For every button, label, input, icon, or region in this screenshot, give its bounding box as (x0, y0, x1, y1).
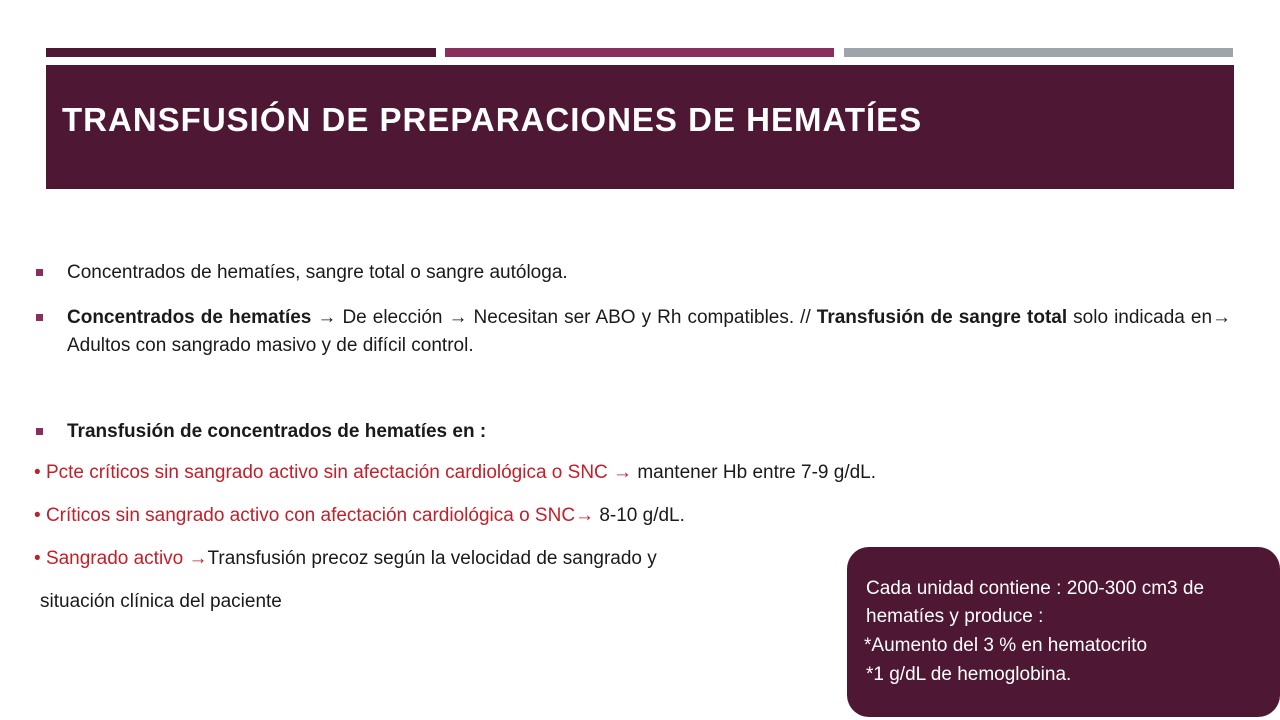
info-callout (847, 547, 1280, 717)
callout-line-4: *1 g/dL de hemoglobina. (866, 664, 1072, 685)
arrow-icon: → (1212, 307, 1232, 328)
arrow-icon: → (317, 307, 337, 328)
arrow-icon: → (448, 307, 468, 328)
sub-bullet-3: • Sangrado activo →Transfusión precoz según la velocidad de sangrado y (34, 548, 657, 569)
square-bullet-icon (36, 428, 43, 435)
bullet-text-2: Concentrados de hematíes → De elección → Necesitan ser ABO y Rh compatibles. // Transfusión de sangre total solo indicada en→ Adultos con sangrado masivo y de difícil control. (67, 307, 1232, 356)
accent-bar-magenta (445, 48, 834, 57)
square-bullet-icon (36, 269, 43, 276)
title-banner (46, 65, 1234, 189)
arrow-icon: → (575, 505, 595, 526)
continuation-text: situación clínica del paciente (40, 591, 282, 612)
arrow-icon: → (613, 462, 633, 483)
callout-line-1: Cada unidad contiene : 200-300 cm3 de (866, 578, 1205, 599)
slide-title: TRANSFUSIÓN DE PREPARACIONES DE HEMATÍES (62, 101, 923, 138)
square-bullet-icon (36, 314, 43, 321)
bullet-text-1: Concentrados de hematíes, sangre total o sangre autóloga. (67, 262, 568, 283)
bullet-text-3: Transfusión de concentrados de hematíes en : (67, 421, 487, 442)
callout-line-3: *Aumento del 3 % en hematocrito (864, 635, 1148, 656)
callout-line-2: hematíes y produce : (866, 606, 1044, 627)
sub-bullet-1: • Pcte críticos sin sangrado activo sin afectación cardiológica o SNC → mantener Hb entre 7-9 g/dL. (34, 462, 877, 483)
accent-bar-grey (844, 48, 1233, 57)
arrow-icon: → (188, 548, 208, 569)
dot-bullet-icon: • (34, 505, 41, 526)
dot-bullet-icon: • (34, 548, 41, 569)
accent-bar-dark (46, 48, 436, 57)
sub-bullet-2: • Críticos sin sangrado activo con afectación cardiológica o SNC→ 8-10 g/dL. (34, 505, 685, 526)
dot-bullet-icon: • (34, 462, 41, 483)
bold-term: Transfusión de sangre total (816, 307, 1068, 328)
bold-term: Concentrados de hematíes (67, 307, 312, 328)
